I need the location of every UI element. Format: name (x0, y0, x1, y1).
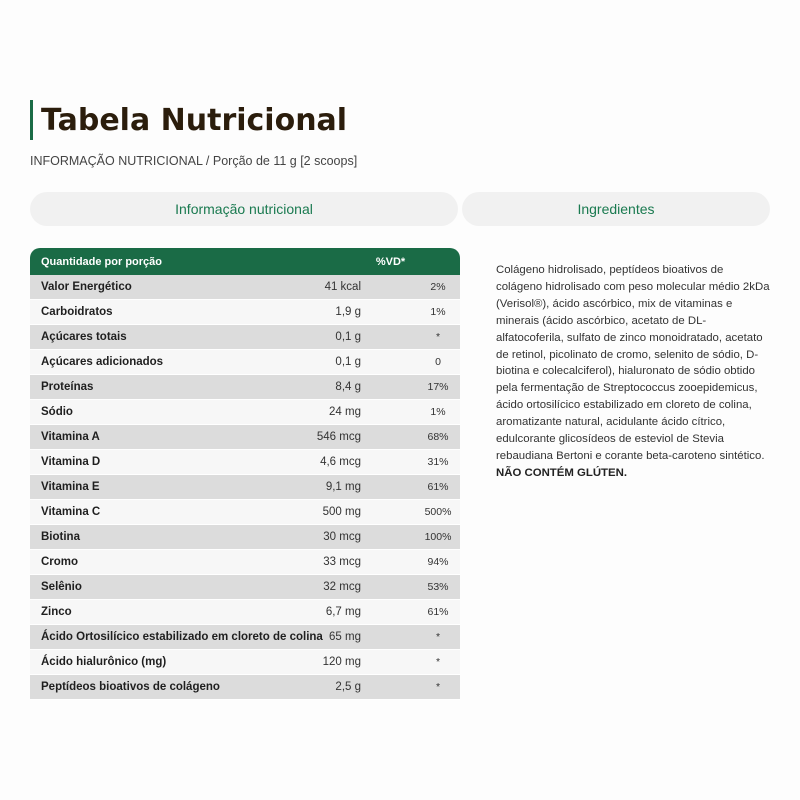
table-row (30, 475, 460, 500)
nutrient-amount: 500 mg (322, 506, 361, 518)
table-row (30, 325, 460, 350)
table-row (30, 675, 460, 700)
nutrient-vd: * (435, 656, 441, 668)
nutrition-table (30, 248, 460, 700)
tab-ingredientes[interactable] (462, 192, 770, 226)
nutrient-vd: 0 (435, 356, 441, 368)
nutrient-name: Vitamina A (41, 431, 100, 443)
nutrient-amount: 546 mcg (316, 431, 361, 443)
table-row (30, 300, 460, 325)
header-item: Quantidade por porção (41, 255, 163, 268)
nutrient-name: Carboidratos (41, 306, 113, 318)
nutrient-name: Vitamina E (41, 481, 100, 493)
nutrient-amount: 2,5 g (335, 681, 361, 693)
nutrient-amount: 8,4 g (335, 381, 361, 393)
title-bar (30, 100, 347, 140)
nutrient-vd: 94% (427, 556, 449, 568)
table-row (30, 275, 460, 300)
header-vd: %VD* (375, 255, 406, 268)
table-row (30, 525, 460, 550)
table-row (30, 550, 460, 575)
table-row (30, 350, 460, 375)
table-row (30, 650, 460, 675)
nutrient-name: Proteínas (41, 381, 94, 393)
nutrient-amount: 0,1 g (335, 331, 361, 343)
page-subtitle: INFORMAÇÃO NUTRICIONAL / Porção de 11 g [2 scoops] (30, 154, 358, 168)
nutrient-vd: * (435, 631, 441, 643)
table-row (30, 375, 460, 400)
nutrient-name: Ácido Ortosilícico estabilizado em cloreto de colina (41, 631, 323, 643)
page-title: Tabela Nutricional (41, 102, 348, 138)
nutrient-amount: 1,9 g (335, 306, 361, 318)
nutrient-amount: 0,1 g (335, 356, 361, 368)
nutrient-vd: * (435, 331, 441, 343)
table-row (30, 425, 460, 450)
nutrient-amount: 4,6 mcg (320, 456, 361, 468)
nutrient-amount: 32 mcg (323, 581, 361, 593)
nutrient-name: Sódio (41, 406, 73, 418)
nutrient-vd: 2% (430, 281, 446, 293)
nutrient-vd: 100% (424, 531, 452, 543)
table-row (30, 600, 460, 625)
table-row (30, 450, 460, 475)
nutrient-name: Selênio (41, 581, 82, 593)
nutrient-name: Valor Energético (41, 281, 132, 293)
table-row (30, 575, 460, 600)
nutrient-name: Biotina (41, 531, 80, 543)
nutrient-name: Açúcares totais (41, 331, 127, 343)
nutrient-amount: 33 mcg (323, 556, 361, 568)
nutrient-vd: 17% (427, 381, 449, 393)
nutrient-vd: 61% (427, 606, 449, 618)
table-row (30, 625, 460, 650)
nutrient-vd: 500% (424, 506, 452, 518)
table-header (30, 248, 460, 275)
nutrient-vd: 68% (427, 431, 449, 443)
table-row (30, 400, 460, 425)
nutrient-amount: 24 mg (329, 406, 361, 418)
nutrient-name: Ácido hialurônico (mg) (41, 656, 167, 668)
gluten-note: NÃO CONTÉM GLÚTEN. (496, 466, 627, 479)
nutrient-vd: 1% (430, 306, 446, 318)
tab-label: Ingredientes (577, 201, 655, 217)
nutrient-amount: 120 mg (322, 656, 361, 668)
ingredients-text (496, 262, 772, 482)
nutrient-amount: 41 kcal (324, 281, 361, 293)
nutrient-vd: 1% (430, 406, 446, 418)
nutrient-name: Cromo (41, 556, 79, 568)
nutrient-amount: 65 mg (329, 631, 361, 643)
nutrient-amount: 9,1 mg (325, 481, 361, 493)
nutrient-name: Zinco (41, 606, 72, 618)
nutrient-vd: 31% (427, 456, 449, 468)
tab-informacao-nutricional[interactable] (30, 192, 458, 226)
ingredients-body: Colágeno hidrolisado, peptídeos bioativos de colágeno hidrolisado com peso molecular médio 2kDa (Verisol®), ácido ascórbico, mix de vitaminas e minerais (ácido ascórbico, acetato de DL-alfatocoferila, sulfato de zinco monoidratado, acetato de retinol, picolinato de cromo, selenito de sódio, D-biotina e colecalciferol), hialuronato de sódio obtido pela fermentação de Streptococcus zooepidemicus, ácido ortosilícico estabilizado em cloreto de colina, aromatizante natural, acidulante ácido cítrico, edulcorante glicosídeos de esteviol de Stevia rebaudiana Bertoni e corante beta-caroteno sintético. (496, 264, 770, 462)
nutrient-name: Vitamina D (41, 456, 101, 468)
nutrient-vd: 53% (427, 581, 449, 593)
table-row (30, 500, 460, 525)
table-body (30, 275, 460, 700)
nutrient-name: Peptídeos bioativos de colágeno (41, 681, 220, 693)
nutrient-vd: 61% (427, 481, 449, 493)
nutrient-amount: 30 mcg (323, 531, 361, 543)
nutrient-name: Vitamina C (41, 506, 101, 518)
tab-label: Informação nutricional (175, 201, 313, 217)
nutrient-name: Açúcares adicionados (41, 356, 164, 368)
nutrient-amount: 6,7 mg (325, 606, 361, 618)
nutrient-vd: * (435, 681, 441, 693)
